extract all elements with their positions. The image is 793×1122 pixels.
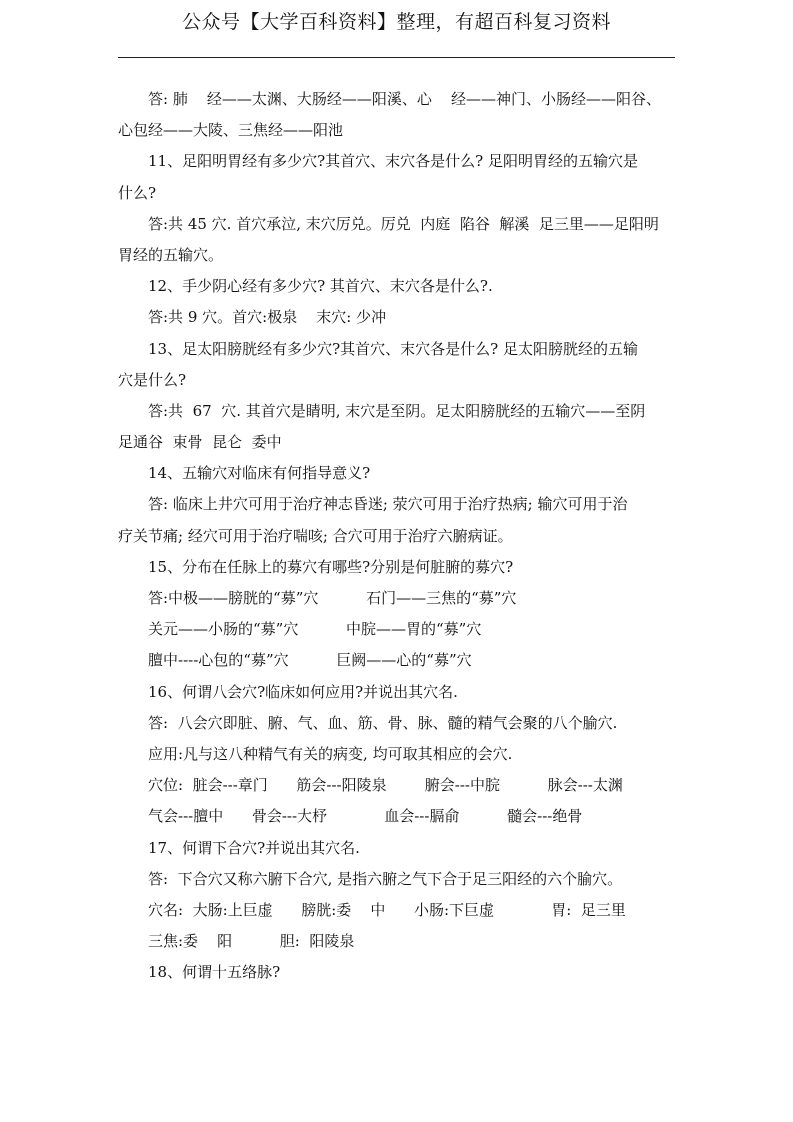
text-line: 18、何谓十五络脉? xyxy=(148,963,281,982)
text-line: 17、何谓下合穴?并说出其穴名. xyxy=(148,838,360,857)
text-line: 13、足太阳膀胱经有多少穴?其首穴、末穴各是什么? 足太阳膀胱经的五输 xyxy=(148,339,638,358)
text-line: 答:共 67 穴. 其首穴是睛明, 末穴是至阴。足太阳膀胱经的五输穴——至阴 xyxy=(148,401,646,420)
text-line: 答:共 9 穴。首穴:极泉 末穴: 少冲 xyxy=(148,308,387,327)
text-line: 12、手少阴心经有多少穴? 其首穴、末穴各是什么?. xyxy=(148,277,493,296)
text-line: 足通谷 束骨 昆仑 委中 xyxy=(118,433,282,452)
text-line: 16、何谓八会穴?临床如何应用?并说出其穴名. xyxy=(148,682,458,701)
text-line: 答:共 45 穴. 首穴承泣, 末穴厉兑。厉兑 内庭 陷谷 解溪 足三里——足阳明 xyxy=(148,214,659,233)
text-line: 胃经的五输穴。 xyxy=(118,245,224,264)
text-line: 穴名: 大肠:上巨虚 膀胱:委 中 小肠:下巨虚 胃: 足三里 xyxy=(148,900,626,919)
text-line: 三焦:委 阳 胆: 阳陵泉 xyxy=(148,932,355,951)
text-line: 15、分布在任脉上的募穴有哪些?分别是何脏腑的募穴? xyxy=(148,557,514,576)
text-line: 答: 临床上井穴可用于治疗神志昏迷; 荥穴可用于治疗热病; 输穴可用于治 xyxy=(148,495,628,514)
text-line: 答: 八会穴即脏、腑、气、血、筋、骨、脉、髓的精气会聚的八个腧穴. xyxy=(148,713,618,732)
header-divider xyxy=(118,57,675,58)
text-line: 穴位: 脏会---章门 筋会---阳陵泉 腑会---中脘 脉会---太渊 xyxy=(148,776,623,795)
text-line: 答: 肺 经——太渊、大肠经——阳溪、心 经——神门、小肠经——阳谷、 xyxy=(148,90,661,108)
text-line: 心包经——大陵、三焦经——阳池 xyxy=(118,121,344,140)
page-header: 公众号【大学百科资料】整理，有超百科复习资料 xyxy=(181,11,611,33)
text-line: 关元——小肠的“募”穴 中脘——胃的“募”穴 xyxy=(148,620,482,639)
text-line: 答:中极——膀胱的“募”穴 石门——三焦的“募”穴 xyxy=(148,589,517,607)
text-line: 答: 下合穴又称六腑下合穴, 是指六腑之气下合于足三阳经的六个腧穴。 xyxy=(148,869,623,888)
text-line: 气会---膻中 骨会---大杼 血会---膈俞 髓会---绝骨 xyxy=(148,807,583,826)
text-line: 什么? xyxy=(118,183,157,202)
text-line: 14、五输穴对临床有何指导意义? xyxy=(148,464,371,483)
text-line: 疗关节痛; 经穴可用于治疗喘咳; 合穴可用于治疗六腑病证。 xyxy=(118,526,513,545)
text-line: 膻中----心包的“募”穴 巨阙——心的“募”穴 xyxy=(148,651,472,670)
text-line: 穴是什么? xyxy=(118,370,187,389)
text-line: 11、足阳明胃经有多少穴?其首穴、末穴各是什么? 足阳明胃经的五输穴是 xyxy=(148,152,638,171)
text-line: 应用:凡与这八种精气有关的病变, 均可取其相应的会穴. xyxy=(148,744,513,763)
document-body xyxy=(118,84,680,988)
